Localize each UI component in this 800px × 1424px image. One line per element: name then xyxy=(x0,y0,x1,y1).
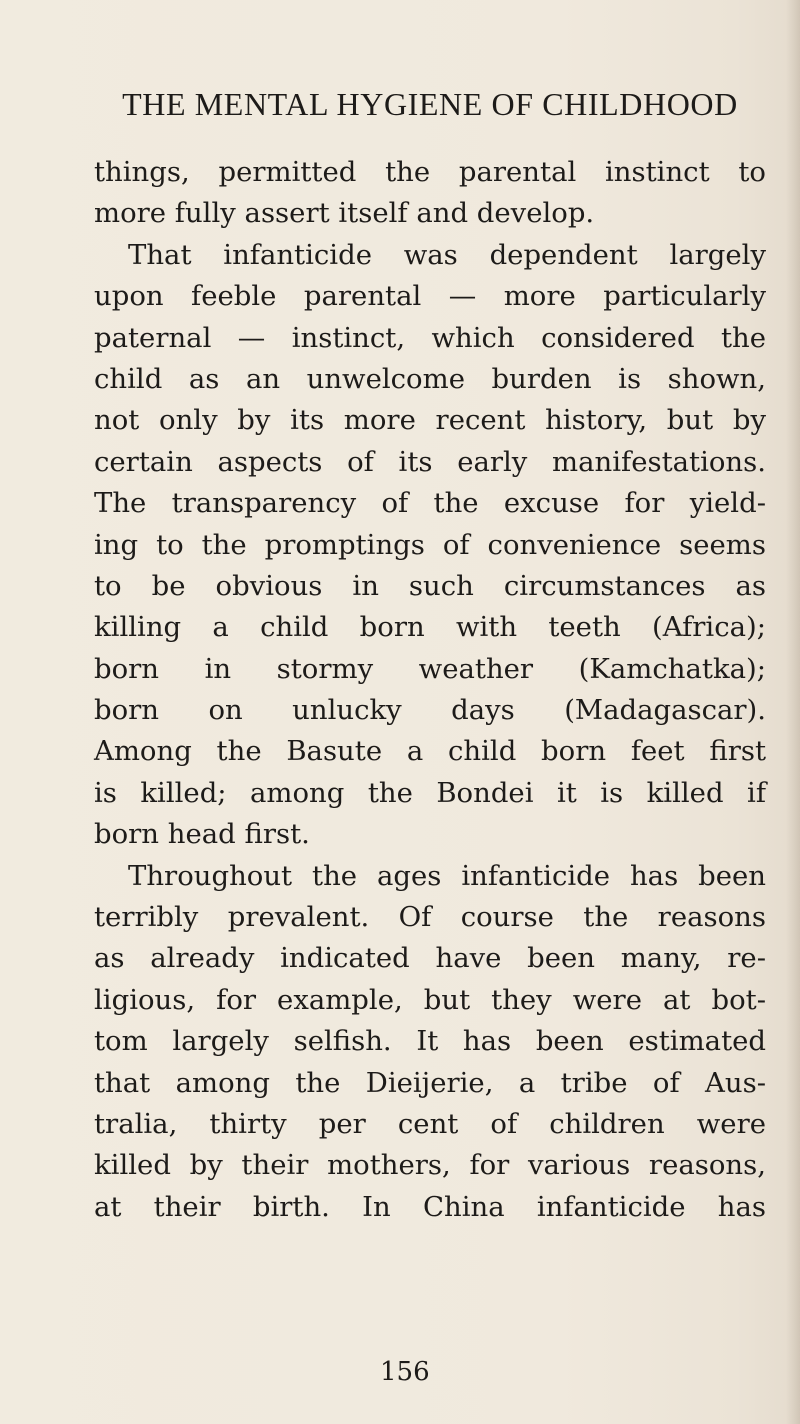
text-line: not only by its more recent history, but by xyxy=(94,404,766,437)
text-line: Throughout the ages infanticide has been xyxy=(128,859,766,892)
text-line: ligious, for example, but they were at bot- xyxy=(94,983,766,1016)
text-line: is killed; among the Bondei it is killed if xyxy=(94,776,766,809)
text-line: that among the Dieijerie, a tribe of Aus- xyxy=(94,1066,766,1099)
text-line: more fully assert itself and develop. xyxy=(94,197,595,230)
page-edge-shadow xyxy=(786,0,800,1424)
page-number: 156 xyxy=(380,1357,430,1387)
text-line: Among the Basute a child born feet first xyxy=(94,735,766,768)
text-line: born in stormy weather (Kamchatka); xyxy=(94,652,766,685)
text-line: upon feeble parental — more particularly xyxy=(94,280,766,313)
text-line: ing to the promptings of convenience seems xyxy=(94,528,766,561)
text-line: tralia, thirty per cent of children were xyxy=(94,1107,766,1140)
text-line: to be obvious in such circumstances as xyxy=(94,569,766,602)
text-line: paternal — instinct, which considered the xyxy=(94,321,766,354)
text-line: The transparency of the excuse for yield- xyxy=(94,487,766,520)
text-line: tom largely selfish. It has been estimated xyxy=(94,1025,766,1058)
text-line: killed by their mothers, for various reasons, xyxy=(94,1149,766,1182)
text-line: certain aspects of its early manifestations. xyxy=(94,445,766,478)
text-line: terribly prevalent. Of course the reasons xyxy=(94,901,766,934)
text-line: killing a child born with teeth (Africa); xyxy=(94,611,766,644)
text-line: born head first. xyxy=(94,818,310,851)
text-line: as already indicated have been many, re- xyxy=(94,942,766,975)
running-head: THE MENTAL HYGIENE OF CHILDHOOD xyxy=(122,86,738,122)
text-line: child as an unwelcome burden is shown, xyxy=(94,362,766,395)
text-line: born on unlucky days (Madagascar). xyxy=(94,694,766,727)
body-text xyxy=(94,152,766,1228)
text-line: at their birth. In China infanticide has xyxy=(94,1190,766,1223)
text-line: That infanticide was dependent largely xyxy=(128,238,766,271)
text-line: things, permitted the parental instinct to xyxy=(94,156,766,188)
